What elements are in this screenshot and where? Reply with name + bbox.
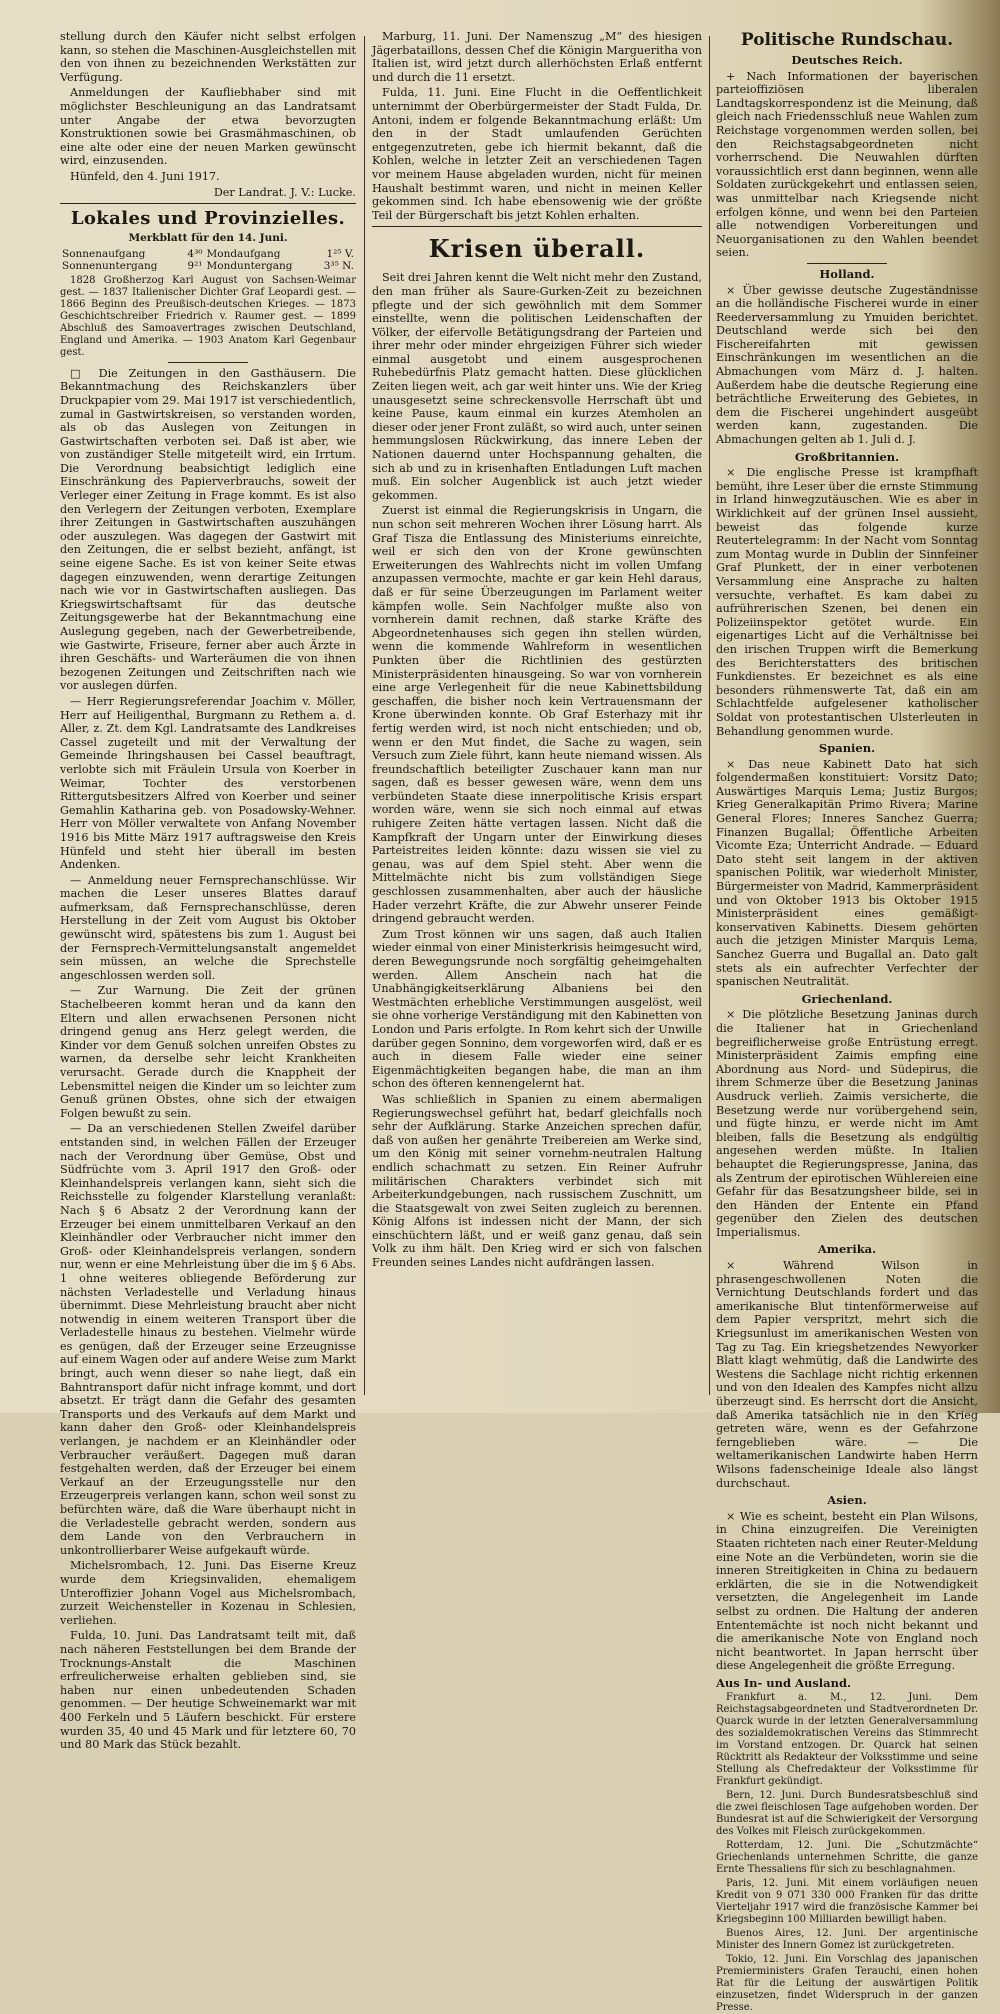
subsection-heading: Griechenland. [801, 991, 893, 1006]
article-paragraph: Michelsrombach, 12. Juni. Das Eiserne Kreuz wurde dem Kriegsinvaliden, ehemaligem Unteroffizier Johann Vogel aus Michelsrombach, zurzeit Weichensteller in Kozenau in Schlesien, verliehen. [60, 1559, 356, 1627]
subsection-heading: Asien. [827, 1493, 867, 1508]
article-paragraph: Zuerst ist einmal die Regierungskrisis in Ungarn, die nun schon seit mehreren Wochen ihrer Lösung harrt. Als Graf Tisza die Entlassung des Ministeriums einreichte, weil er sich den von der Krone gewünschten Erweiterungen des Wahlrechts nicht im vollen Umfang anzupassen vermochte, machte er gar kein Hehl daraus, daß er für seine Überzeugungen im Parlament weiter kämpfen wolle. Sein Nachfolger mußte also von vornherein damit rechnen, daß starke Kräfte des Abgeordnetenhauses sich gegen ihn stellen würden, wenn die kommende Wahlreform in wesentlichen Punkten über die Richtlinien des gestürzten Ministerpräsidenten hinausgeing. So war von vornherein eine arge Verlegenheit für die neue Kabinettsbildung geschaffen, die bisher noch kein Vertrauensmann der Krone überwinden konnte. Ob Graf Esterhazy mit ihr fertig werden wird, ist noch nicht entschieden; und ob, wenn er den Mut findet, die Sache zu wagen, sein Versuch zum Ziele führt, kann heute niemand wissen. Als freundschaftlich beteiligter Zuschauer kann man nur sagen, daß es besser gewesen wäre, wenn dem uns verbündeten Staate diese innerpolitische Krisis erspart worden wäre, wenn sie sich noch einmal auf etwas ruhigere Zeiten hätte vertagen lassen. Nicht daß die Kampfkraft der Ungarn unter der Einwirkung dieses Parteistreites leiden könnte: dazu wissen sie viel zu genau, was auf dem Spiel steht. Aber wenn die Mittelmächte nicht bis zum vollständigen Siege geschlossen zusammenhalten, aber auch der häusliche Hader verzehrt Kräfte, die zur Abwehr unserer Feinde dringend gebraucht werden. [372, 504, 702, 926]
article-paragraph: Was schließlich in Spanien zu einem abermaligen Regierungswechsel geführt hat, bedarf gleichfalls noch sehr der Aufklärung. Starke Anzeichen sprechen dafür, daß von außen her genährte Treibereien am Werke sind, um den König mit seiner vornehm-neutralen Haltung endlich schachmatt zu setzen. Ein Reiner Aufruhr militärischen Charakters verbindet sich mit Arbeiterkundgebungen, nach russischem Zuschnitt, um die Staatsgewalt von zwei Seiten zugleich zu berennen. König Alfons ist indessen nicht der Mann, der sich einschüchtern läßt, und er weiß ganz genau, daß sein Volk zu ihm hält. Den Krieg wird er sich von falschen Freunden seines Landes nicht aufdrängen lassen. [372, 1092, 702, 1270]
table-cell: Monduntergang [206, 259, 293, 272]
article-paragraph: — Da an verschiedenen Stellen Zweifel darüber entstanden sind, in welchen Fällen der Erzeuger nach der Verordnung über Gemüse, Obst und Südfrüchte vom 3. April 1917 den Groß- oder Kleinhandelspreis verlangen kann, sieht sich die Reichsstelle zu folgender Klarstellung veranlaßt: Nach § 6 Absatz 2 der Verordnung kann der Erzeuger bei einem unmittelbaren Verkauf an den Kleinhändler oder Verbraucher nicht immer den Groß- oder Kleinhandelspreis verlangen, sondern nur, wenn er eine Mehrleistung über die im § 6 Abs. 1 ohne weiteres obliegende Beförderung zur nächsten Verladestelle und Verladung hinaus übernimmt. Diese Mehrleistung braucht aber nicht notwendig in einem weiteren Transport über die Verladestelle hinaus zu bestehen. Vielmehr würde es genügen, daß der Erzeuger seine Erzeugnisse auf einem Wagen oder auf andere Weise zum Markt bringt, auch wenn dieser so nahe liegt, daß ein Bahntransport dafür nicht infrage kommt, und dort absetzt. Er trägt dann die Gefahr des gesamten Transports und des Verkaufs auf dem Markt und kann daher den Groß- oder Kleinhandelspreis verlangen, je nachdem er an Kleinhändler oder Verbraucher veräußert. Dagegen muß daran festgehalten werden, daß der Erzeuger bei einem Verkauf an der Erzeugungsstelle nur den Erzeugerpreis verlangen kann, schon weil sonst zu befürchten wäre, daß die Ware überhaupt nicht in die Verladestelle gebracht werden, sondern aus dem Lande von den Verbrauchern in unkontrollierbarer Weise aufgekauft würde. [60, 1122, 356, 1557]
article-paragraph: — Herr Regierungsreferendar Joachim v. Möller, Herr auf Heiligenthal, Burgmann zu Rethem a. d. Aller, z. Zt. dem Kgl. Landratsamte des Landkreises Cassel zugeteilt und mit der Verwaltung der Gemeinde Ihringshausen bei Cassel beauftragt, verlobte sich mit Fräulein Ursula von Koerber in Weimar, Tochter des verstorbenen Rittergutsbesitzers Alfred von Koerber und seiner Gemahlin Katharina geb. von Posadowsky-Wehner. Herr von Möller verwaltete von Anfang November 1916 bis Mitte März 1917 auftragsweise den Kreis Hünfeld und steht hier überall im besten Andenken. [60, 694, 356, 872]
table-cell: Sonnenaufgang [62, 247, 146, 260]
article-paragraph: + Nach Informationen der bayerischen parteioffiziösen liberalen Landtagskorrespondenz ist die Meinung, daß gleich nach Friedensschluß neue Wahlen zum Reichstage vorgenommen werden sollen, bei den Reichstagsabgeordneten nicht vorherrschend. Die Neuwahlen dürften voraussichtlich erst dann beginnen, wenn alle Soldaten zurückgekehrt und entlassen seien, was unmittelbar nach Kriegsende nicht erfolgen könne, und wenn bei den Parteien alle notwendigen Vorbereitungen und Neuorganisationen zu den Wahlen beendet seien. [716, 69, 978, 260]
subsection-heading: Amerika. [817, 1242, 877, 1257]
article-paragraph: × Wie es scheint, besteht ein Plan Wilsons, in China einzugreifen. Die Vereinigten Staaten richteten nach einer Reuter-Meldung eine Note an die Verbündeten, worin sie die inneren Streitigkeiten in China zu bedauern erklärten, die sie in die Notwendigkeit versetzten, die Angelegenheit im Lande selbst zu ordnen. Die Haltung der anderen Ententemächte ist noch nicht bekannt und die amerikanische Note von England noch nicht beantwortet. In Japan herrscht über diese Angelegenheit die größte Erregung. [716, 1509, 978, 1673]
column-divider-2 [709, 36, 710, 1395]
article-paragraph: — Zur Warnung. Die Zeit der grünen Stachelbeeren kommt heran und da kann den Eltern und allen erwachsenen Personen nicht dringend genug ans Herz gelegt werden, die Kinder vor dem Genuß solchen unreifen Obstes zu warnen, da derselbe sehr leicht Krankheiten verursacht. Gerade durch die Knappheit der Lebensmittel neigen die Kinder um so leichter zum Genuß grünen Obstes, ohne sich der etwaigen Folgen bewußt zu sein. [60, 984, 356, 1120]
history-notes: 1828 Großherzog Karl August von Sachsen-Weimar gest. — 1837 Italienischer Dichter Graf Leopardi gest. — 1866 Beginn des Preußisch-deutschen Krieges. — 1873 Geschichtschreiber Friedrich v. Raumer gest. — 1899 Abschluß des Samoavertrages zwischen Deutschland, England und Amerika. — 1903 Anatom Karl Gegenbaur gest. [60, 274, 356, 358]
notice-paragraph: Anmeldungen der Kaufliebhaber sind mit möglichster Beschleunigung an das Landratsamt unter Angabe der etwa bevorzugten Konstruktionen sowie bei Grasmähmaschinen, ob eine alte oder eine der neuen Marken gewünscht wird, einzusenden. [60, 86, 356, 168]
article-paragraph: Fulda, 11. Juni. Eine Flucht in die Oeffentlichkeit unternimmt der Oberbürgermeister der Stadt Fulda, Dr. Antoni, indem er folgende Bekanntmachung erläßt: Um den in der Stadt umlaufenden Gerüchten entgegenzutreten, gebe ich hiermit bekannt, daß die Kohlen, welche in letzter Zeit an verschiedenen Tagen vor meinem Hause abgeladen wurden, nicht für meinen Haushalt bestimmt waren, und nicht in meinen Keller gekommen sind. Ich habe ebensowenig wie der größte Teil der Bürgerschaft bis jetzt Kohlen erhalten. [372, 86, 702, 222]
article-paragraph: × Das neue Kabinett Dato hat sich folgendermaßen konstituiert: Vorsitz Dato; Auswärtiges Marquis Lema; Justiz Burgos; Krieg Generalkapitän Primo Rivera; Marine General Flores; Inneres Sanchez Guerra; Finanzen Bugallal; Öffentliche Arbeiten Vicomte Eza; Unterricht Andrade. — Eduard Dato steht seit langem in der aktiven spanischen Politik, war wiederholt Minister, Bürgermeister von Madrid, Kammerpräsident und von Oktober 1913 bis Oktober 1915 Ministerpräsident eines gemäßigt-konservativen Kabinetts. Diesem gehörten auch die jetzigen Minister Marquis Lema, Sanchez Guerra und Bugallal an. Dato galt stets als ein aufrechter Verfechter der spanischen Neutralität. [716, 757, 978, 989]
notice-paragraph: stellung durch den Käufer nicht selbst erfolgen kann, so stehen die Maschinen-Ausgleichstellen mit den von ihnen zu bezeichnenden Werkstätten zur Verfügung. [60, 30, 356, 84]
table-cell: 1²⁵ V. [326, 247, 354, 260]
notice-place-date: Hünfeld, den 4. Juni 1917. [70, 169, 220, 183]
news-item: Paris, 12. Juni. Mit einem vorläufigen neuen Kredit von 9 071 330 000 Franken für das dritte Vierteljahr 1917 wird die französische Kammer bei Kriegsbeginn 100 Milliarden bewilligt haben. [716, 1878, 978, 1926]
news-item: Tokio, 12. Juni. Ein Vorschlag des japanischen Premierministers Grafen Terauchi, einen hohen Rat für die Leitung der auswärtigen Politik einzusetzen, findet Widerspruch in der ganzen Presse. [716, 1954, 978, 2014]
subsection-heading: Holland. [819, 266, 875, 281]
article-paragraph: Seit drei Jahren kennt die Welt nicht mehr den Zustand, den man früher als Saure-Gurken-Zeit zu bezeichnen pflegte und der sich gewöhnlich mit dem Sommer einstellte, wenn die politischen Leidenschaften der Völker, der eifervolle Betätigungsdrang der Parteien und ihrer mehr oder minder ehrgeizigen Führer sich wieder einmal ausgetobt und einem ausgesprochenen Ruhebedürfnis Platz gemacht hatten. Diese glücklichen Zeiten liegen weit, ach gar weit hinter uns. Wie der Krieg unausgesetzt seine schreckensvolle Herrschaft übt und keine Pause, kaum einmal ein kurzes Atemholen an dieser oder jener Front zuläßt, so wird auch, unter seinen hemmungslosen Rückwirkung, das innere Leben der Nationen dauernd unter Hochspannung gehalten, die sich ab und zu in krisenhaften Entladungen Luft machen muß. Ein solcher Augenblick ist auch jetzt wieder gekommen. [372, 271, 702, 502]
subsection-heading: Aus In- und Ausland. [716, 1675, 852, 1690]
subsection-heading: Deutsches Reich. [791, 53, 903, 67]
article-paragraph: × Während Wilson in phrasengeschwollenen Noten die Vernichtung Deutschlands fordert und das amerikanische Blut tintenförmerweise auf dem Papier verspritzt, mehrt sich die Kriegsunlust im amerikanischen Westen von Tag zu Tag. Ein kriegshetzendes Newyorker Blatt klagt wehmütig, daß die Landwirte des Westens die Sachlage nicht richtig erkennen und von den Idealen des Kampfes nicht allzu überzeugt sind. Es herrscht dort die Ansicht, daß Amerika tatsächlich nie in den Krieg getreten wäre, wenn es der Gefahrzone ferngeblieben wäre. — Die weltamerikanischen Landwirte haben Herrn Wilsons fadenscheinige Ideale also längst durchschaut. [716, 1259, 978, 1490]
article-paragraph: □ Die Zeitungen in den Gasthäusern. Die Bekanntmachung des Reichskanzlers über Druckpapier vom 29. Mai 1917 ist verschiedentlich, zumal in Gastwirtskreisen, so verstanden worden, als ob das Auslegen von Zeitungen in Gastwirtschaften verboten sei. Daß ist aber, wie von zuständiger Stelle mitgeteilt wird, ein Irrtum. Die Verordnung beabsichtigt lediglich eine Einschränkung des Papierverbrauchs, soweit der Verleger einer Zeitung in Frage kommt. Es ist also den Verlegern der Zeitungen verboten, Exemplare ihrer Zeitungen in Gastwirtschaften auszuhängen oder auszulegen. Was dagegen der Gastwirt mit den Zeitungen, die er selbst bezieht, anfängt, ist seine eigene Sache. Es ist von keiner Seite etwas dagegen einzuwenden, wenn derartige Zeitungen nach wie vor in Gastwirtschaften ausliegen. Das Kriegswirtschaftsamt für das deutsche Zeitungsgewerbe hat der Bekanntmachung eine Auslegung gegeben, nach der Gewerbetreibende, wie Gastwirte, Friseure, ferner aber auch Ärzte in ihren Geschäfts- und Warteräumen die von ihnen bezogenen Zeitungen und Zeitschriften nach wie vor auslegen dürfen. [60, 366, 356, 693]
article-paragraph: Zum Trost können wir uns sagen, daß auch Italien wieder einmal von einer Ministerkrisis heimgesucht wird, deren Bewegungsrunde noch sorgfältig geheimgehalten werden. Allem Anschein nach hat die Unabhängigkeitserklärung Albaniens bei den Westmächten erhebliche Verstimmungen ausgelöst, weil sie ohne vorherige Verständigung mit den Kabinetten von London und Paris erfolgte. In Rom kehrt sich der Unwille darüber gegen Sonnino, dem vorgeworfen wird, daß er es auch in diesem Falle wieder eine seiner Eigenmächtigkeiten begangen habe, die man an ihm schon des öfteren kennengelernt hat. [372, 927, 702, 1091]
calendar-title: Merkblatt für den 14. Juni. [128, 232, 288, 245]
article-paragraph: Fulda, 10. Juni. Das Landratsamt teilt mit, daß nach näheren Feststellungen bei dem Brande der Trocknungs-Anstalt die Maschinen erfreulicherweise erhalten geblieben sind, sie haben nur einen unbedeutenden Schaden genommen. — Der heutige Schweinemarkt war mit 400 Ferkeln und 5 Läufern beschickt. Für erstere wurden 35, 40 und 45 Mark und für letztere 60, 70 und 80 Mark das Stück bezahlt. [60, 1629, 356, 1752]
subsection-heading: Spanien. [818, 741, 876, 756]
news-item: Buenos Aires, 12. Juni. Der argentinische Minister des Innern Gomez ist zurückgetreten. [716, 1928, 978, 1952]
table-cell: Sonnenuntergang [62, 259, 158, 272]
section-heading-rundschau: Politische Rundschau. [740, 30, 954, 50]
divider [60, 203, 356, 204]
divider [372, 226, 702, 227]
subsection-heading: Großbritannien. [794, 449, 900, 464]
column-2 [372, 30, 702, 1393]
article-heading-krisen: Krisen überall. [428, 234, 646, 264]
divider [807, 263, 887, 264]
article-paragraph: × Die plötzliche Besetzung Janinas durch die Italiener hat in Griechenland begreiflicherweise große Entrüstung erregt. Ministerpräsident Zaimis empfing eine Abordnung aus Nord- und Südepirus, die ihrem Schmerze über die Besetzung Janinas Ausdruck verlieh. Zaimis versicherte, die Besetzung werde nur vorübergehend sein, und fügte hinzu, er werde nicht im Amt bleiben, falls die Besetzung als endgültig angesehen werden müßte. In Italien behauptet die Regierungspresse, Janina, das als Zentrum der epirotischen Wühlereien eine Gefahr für das Besatzungsheer bilde, sei in den Händen der Entente ein Pfand gegenüber den Zielen des deutschen Imperialismus. [716, 1008, 978, 1239]
news-item: Bern, 12. Juni. Durch Bundesratsbeschluß sind die zwei fleischlosen Tage aufgehoben worden. Der Bundesrat ist auf die Schwierigkeit der Versorgung des Volkes mit Fleisch zurückgekommen. [716, 1790, 978, 1838]
table-cell: 4³⁰ [187, 247, 203, 260]
section-heading-lokales: Lokales und Provinzielles. [70, 208, 346, 230]
article-paragraph: × Über gewisse deutsche Zugeständnisse an die holländische Fischerei wurde in einer Reederversammlung zu Ymuiden berichtet. Deutschland werde sich bei den Fischereifahrten mit gewissen Einschränkungen im wesentlichen an die Abmachungen vom März d. J. halten. Außerdem habe die deutsche Regierung eine beträchtliche Erweiterung des Gebietes, in dem die Fischerei ungehindert ausgeübt werden kann, zugestanden. Die Abmachungen gelten ab 1. Juli d. J. [716, 283, 978, 447]
table-row [60, 260, 356, 272]
table-row [60, 248, 356, 260]
article-paragraph: — Anmeldung neuer Fernsprechanschlüsse. Wir machen die Leser unseres Blattes darauf aufmerksam, daß Fernsprechanschlüsse, deren Herstellung in der Zeit vom August bis Oktober gewünscht wird, spätestens bis zum 1. August bei der Fernsprech-Vermittelungsanstalt angemeldet sein müssen, an welche die Sprechstelle angeschlossen werden soll. [60, 873, 356, 982]
table-cell: 9²¹ [187, 259, 203, 272]
news-item: Rotterdam, 12. Juni. Die „Schutzmächte“ Griechenlands unternehmen Schritte, die ganze Ernte Thessaliens für sich zu beschlagnahmen. [716, 1840, 978, 1876]
news-item: Frankfurt a. M., 12. Juni. Dem Reichstagsabgeordneten und Stadtverordneten Dr. Quarck wurde in der letzten Generalversammlung des sozialdemokratischen Vereins das Stimmrecht im Vorstand entzogen. Dr. Quarck hat seinen Rücktritt als Redakteur der Volksstimme und seine Stellung als Chefredakteur der Volksstimme für Frankfurt gekündigt. [716, 1692, 978, 1788]
table-cell: 3³⁵ N. [323, 259, 354, 272]
article-paragraph: Marburg, 11. Juni. Der Namenszug „M“ des hiesigen Jägerbataillons, dessen Chef die Königin Margueritha von Italien ist, wird jetzt durch allerhöchsten Erlaß entfernt und durch die 11 ersetzt. [372, 30, 702, 84]
table-cell: Mondaufgang [206, 247, 281, 260]
notice-signature: Der Landrat. J. V.: Lucke. [213, 185, 356, 199]
sun-moon-table [60, 248, 356, 272]
divider [168, 362, 248, 363]
article-paragraph: × Die englische Presse ist krampfhaft bemüht, ihre Leser über die ernste Stimmung in Irland hinwegzutäuschen. Wie es aber in Wirklichkeit auf der grünen Insel aussieht, beweist das folgende kurze Reutertelegramm: In der Nacht vom Sonntag zum Montag wurde in Dublin der Sinnfeiner Graf Plunkett, der in einer verbotenen Versammlung eine Ansprache zu halten versuchte, verhaftet. Es kam dabei zu aufrührerischen Szenen, bei denen ein Polizeiinspektor getötet wurde. Ein eigenartiges Licht auf die Verhältnisse bei den irischen Truppen wirft die Bemerkung des Berichterstatters des britischen Funkdienstes. Er bezeichnet es als eine besonders rühmenswerte Tat, daß ein am Schlachtfelde aufgelesener katholischer Soldat von protestantischen Ulsterleuten in Behandlung genommen wurde. [716, 466, 978, 738]
column-3 [716, 30, 978, 2014]
column-divider-1 [364, 36, 365, 1395]
column-1 [60, 30, 356, 1752]
